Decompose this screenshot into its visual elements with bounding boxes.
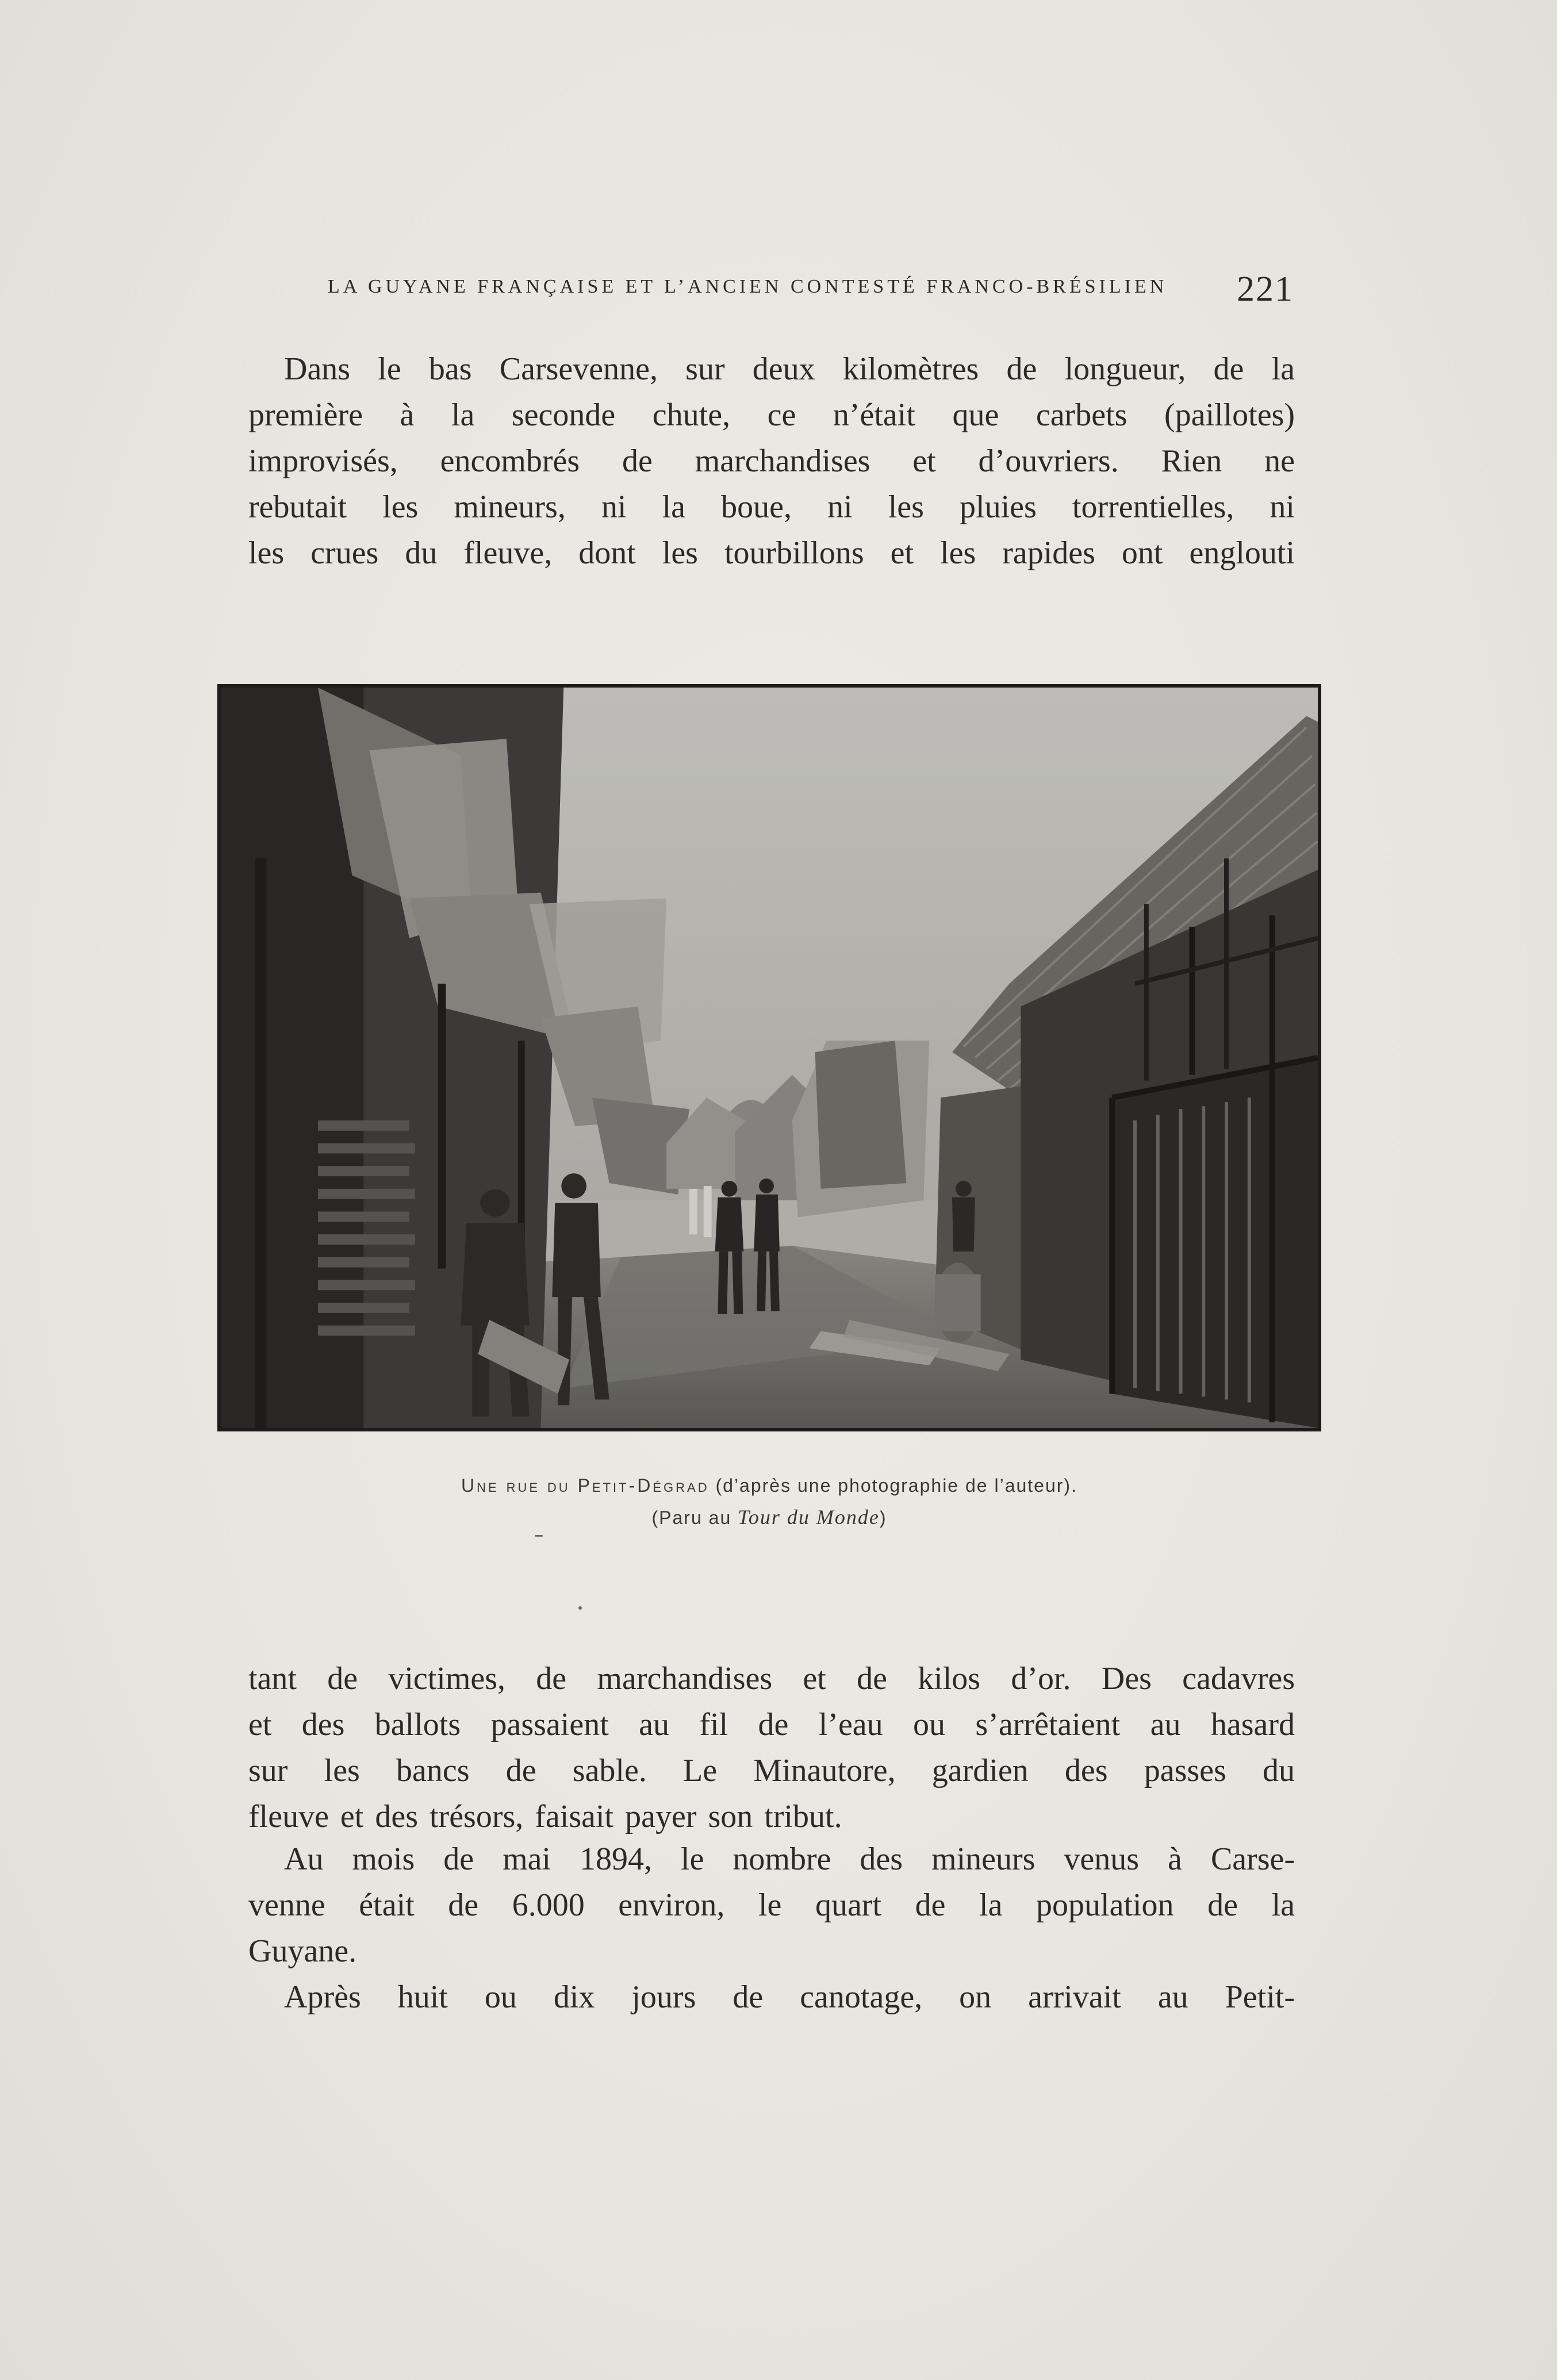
running-head [328, 269, 1294, 309]
text-line: rebutait les mineurs, ni la boue, ni les pluies torrentielles, ni [248, 489, 1295, 525]
text-line: venne était de 6.000 environ, le quart de la population de la [248, 1887, 1295, 1923]
text-line: tant de victimes, de marchandises et de kilos d’or. Des cadavres [248, 1661, 1295, 1696]
caption-credit: (d’après une photographie de l’auteur). [709, 1475, 1077, 1496]
text-line: première à la seconde chute, ce n’était que carbets (paillotes) [248, 397, 1295, 433]
running-head-title: LA GUYANE FRANÇAISE ET L’ANCIEN CONTESTÉ FRANCO-BRÉSILIEN [328, 276, 1168, 297]
source-close: ) [879, 1507, 887, 1528]
text-line: Dans le bas Carsevenne, sur deux kilomètres de longueur, de la [284, 351, 1295, 387]
text-line: improvisés, encombrés de marchandises et d’ouvriers. Rien ne [248, 443, 1295, 479]
page-number: 221 [1237, 270, 1294, 309]
paragraph-2 [248, 1656, 1295, 1840]
text-line: fleuve et des trésors, faisait payer son tribut. [248, 1799, 842, 1834]
figure-caption [217, 1475, 1321, 1496]
figure-source [217, 1505, 1321, 1529]
text-line: et des ballots passaient au fil de l’eau ou s’arrêtaient au hasard [248, 1707, 1295, 1742]
text-line: Après huit ou dix jours de canotage, on arrivait au Petit- [284, 1979, 1295, 2015]
street-photograph [217, 684, 1321, 1431]
caption-title: Une rue du Petit-Dégrad [461, 1475, 710, 1496]
source-open: (Paru au [651, 1507, 738, 1528]
print-speck [578, 1606, 582, 1610]
paragraph-3 [248, 1836, 1295, 1974]
text-line: les crues du fleuve, dont les tourbillons et les rapides ont englouti [248, 535, 1295, 571]
paragraph-1 [248, 346, 1295, 576]
figure-photograph [217, 684, 1321, 1431]
print-speck [535, 1535, 543, 1537]
text-line: Au mois de mai 1894, le nombre des mineurs venus à Carse- [284, 1841, 1295, 1877]
text-line: sur les bancs de sable. Le Minautore, gardien des passes du [248, 1753, 1295, 1788]
paragraph-4 [248, 1974, 1295, 2020]
street-scene-illustration [221, 688, 1318, 1428]
source-title: Tour du Monde [738, 1506, 880, 1529]
text-line: Guyane. [248, 1933, 357, 1969]
